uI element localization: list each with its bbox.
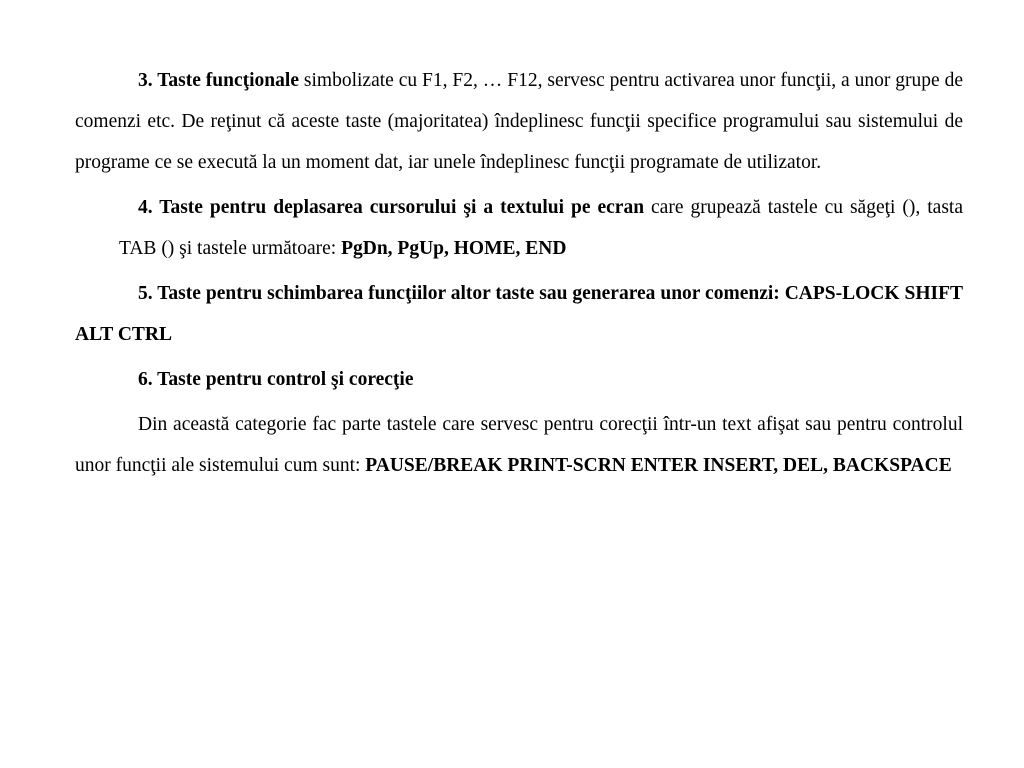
document-page	[75, 60, 963, 486]
paragraph-control-keys-heading	[75, 359, 963, 400]
cursor-keys-text-b: TAB () şi tastele următoare:	[119, 238, 342, 259]
control-keys-text: Din această categorie fac parte tastele care servesc pentru corecţii într-un text afişat sau pentru controlul unor funcţii ale sistemului cum sunt:	[75, 414, 963, 476]
function-keys-text: simbolizate cu F1, F2, … F12, servesc pentru activarea unor funcţii, a unor grupe de comenzi etc. De reţinut că aceste taste (majoritatea) îndeplinesc funcţii specifice programului sau sistemului de programe ce se execută la un moment dat, iar unele îndeplinesc funcţii programate de utilizator.	[75, 70, 963, 173]
heading-modifier-keys: 5. Taste pentru schimbarea funcţiilor altor taste sau generarea unor comenzi: CAPS-LOCK SHIFT ALT CTRL	[75, 283, 963, 345]
paragraph-modifier-keys	[75, 273, 963, 355]
paragraph-control-keys	[75, 404, 963, 486]
control-keys-list: PAUSE/BREAK PRINT-SCRN ENTER INSERT, DEL, BACKSPACE	[365, 455, 952, 476]
heading-cursor-keys: 4. Taste pentru deplasarea cursorului şi a textului pe ecran	[138, 197, 645, 218]
heading-control-keys: 6. Taste pentru control şi corecţie	[138, 369, 414, 390]
paragraph-cursor-keys	[75, 187, 963, 269]
paragraph-function-keys	[75, 60, 963, 183]
heading-function-keys: 3. Taste funcţionale	[138, 70, 299, 91]
cursor-keys-text-a: care grupează tastele cu săgeţi (), tasta	[644, 197, 963, 218]
cursor-keys-list: PgDn, PgUp, HOME, END	[341, 238, 567, 259]
